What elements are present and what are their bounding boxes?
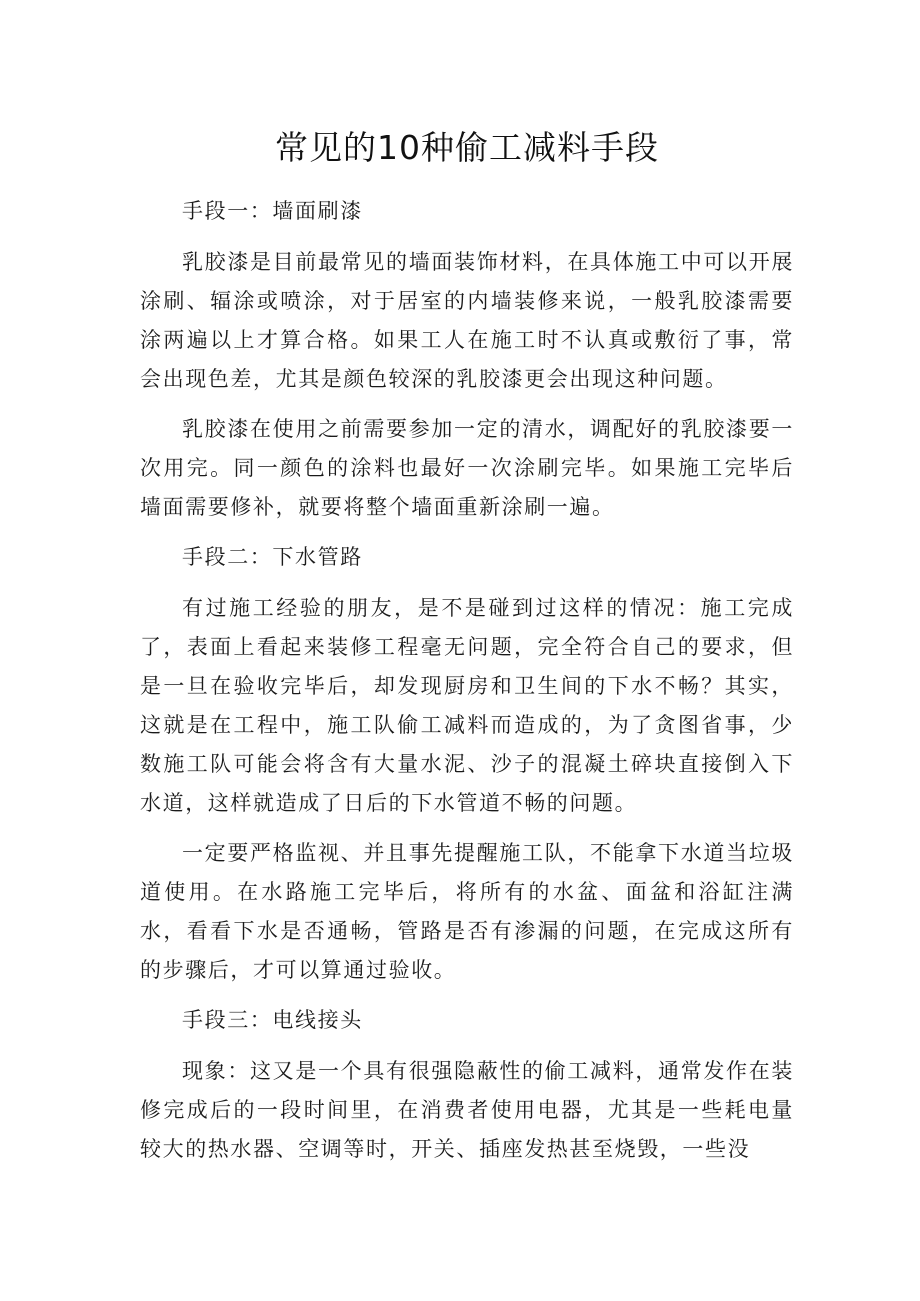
paragraph: 有过施工经验的朋友，是不是碰到过这样的情况：施工完成了，表面上看起来装修工程毫无问题，完全符合自己的要求，但是一旦在验收完毕后，却发现厨房和卫生间的下水不畅？其实，这就是在工程中，施工队偷工减料而造成的，为了贪图省事，少数施工队可能会将含有大量水泥、沙子的混凝土碎块直接倒入下水道，这样就造成了日后的下水管道不畅的问题。 bbox=[140, 596, 794, 815]
document-body bbox=[140, 118, 794, 1180]
paragraph: 现象：这又是一个具有很强隐蔽性的偷工减料，通常发作在装修完成后的一段时间里，在消费者使用电器，尤其是一些耗电量较大的热水器、空调等时，开关、插座发热甚至烧毁，一些没 bbox=[140, 1059, 794, 1161]
section-heading: 手段二：下水管路 bbox=[182, 545, 363, 569]
section-2 bbox=[140, 538, 794, 990]
document-title: 常见的10种偷工减料手段 bbox=[275, 128, 659, 167]
paragraph: 一定要严格监视、并且事先提醒施工队，不能拿下水道当垃圾道使用。在水路施工完毕后，将所有的水盆、面盆和浴缸注满水，看看下水是否通畅，管路是否有渗漏的问题，在完成这所有的步骤后，才可以算通过验收。 bbox=[140, 841, 794, 982]
section-heading: 手段三：电线接头 bbox=[182, 1008, 363, 1032]
section-1 bbox=[140, 192, 794, 527]
section-3 bbox=[140, 1001, 794, 1169]
paragraph: 乳胶漆是目前最常见的墙面装饰材料，在具体施工中可以开展涂刷、辐涂或喷涂，对于居室的内墙装修来说，一般乳胶漆需要涂两遍以上才算合格。如果工人在施工时不认真或敷衍了事，常会出现色差，尤其是颜色较深的乳胶漆更会出现这种问题。 bbox=[140, 250, 794, 391]
paragraph: 乳胶漆在使用之前需要参加一定的清水，调配好的乳胶漆要一次用完。同一颜色的涂料也最好一次涂刷完毕。如果施工完毕后墙面需要修补，就要将整个墙面重新涂刷一遍。 bbox=[140, 417, 794, 519]
section-heading: 手段一：墙面刷漆 bbox=[182, 199, 363, 223]
